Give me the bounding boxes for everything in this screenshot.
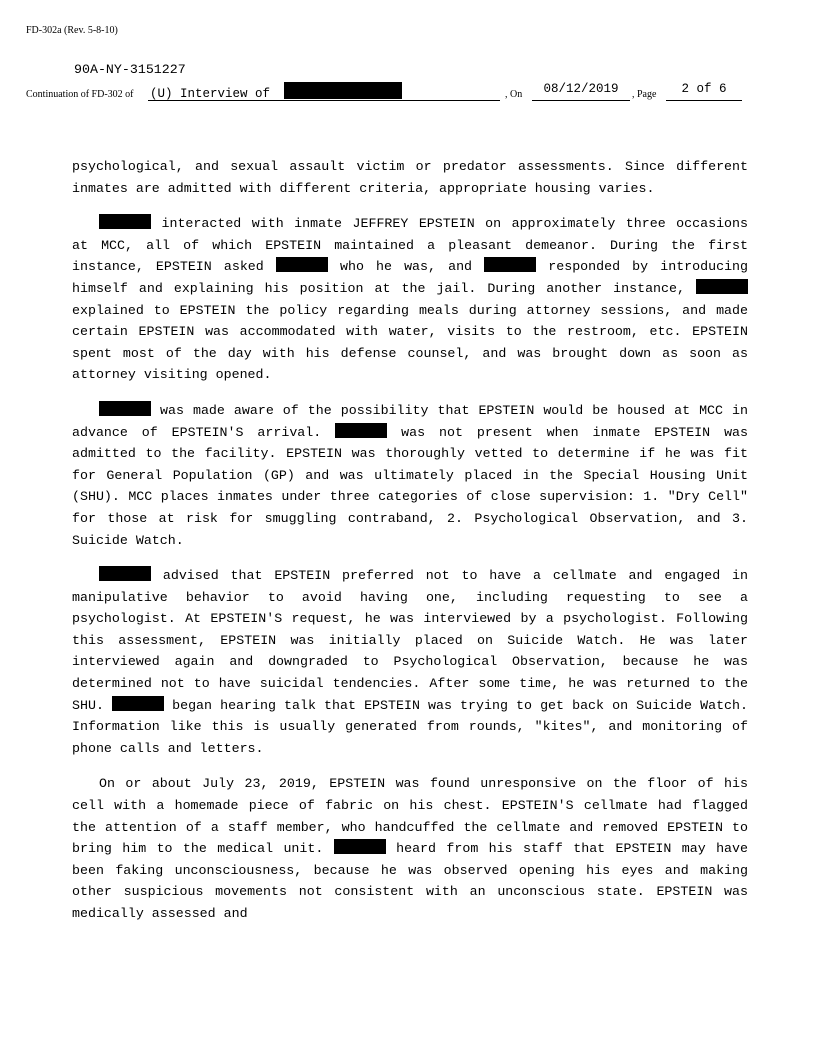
- page-label: , Page: [632, 89, 657, 100]
- p4-part-b: began hearing talk that EPSTEIN was trying to get back on Suicide Watch. Information like this is usually generated from rounds, "kites", and monitoring of phone calls and letters.: [72, 697, 748, 756]
- paragraph-4: [72, 565, 748, 759]
- redaction-block: [334, 839, 386, 854]
- paragraph-1: psychological, and sexual assault victim or predator assessments. Since different inmates are admitted with different criteria, appropriate housing varies.: [72, 159, 748, 196]
- paragraph-2: [72, 213, 748, 386]
- p2-part-d: explained to EPSTEIN the policy regarding meals during attorney sessions, and made certain EPSTEIN was accommodated with water, visits to the restroom, etc. EPSTEIN spent most of the day with his defense counsel, and was brought down as soon as attorney visiting opened.: [72, 302, 748, 383]
- p3-part-b: was not present when inmate EPSTEIN was admitted to the facility. EPSTEIN was thoroughly vetted to determine if he was fit for General Population (GP) and was ultimately placed in the Special Housing Unit (SHU). MCC places inmates under three categories of close supervision: 1. "Dry Cell" for those at risk for smuggling contraband, 2. Psychological Observation, and 3. Suicide Watch.: [72, 424, 749, 548]
- redaction-block: [99, 566, 151, 581]
- p5-part-b: heard from his staff that EPSTEIN may have been faking unconsciousness, because he was observed opening his eyes and making other suspicious movements not consistent with an unconscious state. EPSTEIN was medically assessed and: [72, 841, 748, 921]
- redaction-block: [696, 279, 748, 294]
- file-number: 90A-NY-3151227: [74, 62, 186, 77]
- form-id: FD-302a (Rev. 5-8-10): [26, 25, 118, 36]
- paragraph-5: [72, 773, 748, 924]
- subject-field: [148, 82, 500, 101]
- p2-part-a: interacted with inmate JEFFREY EPSTEIN on approximately three occasions at MCC, all of which EPSTEIN maintained a pleasant demeanor. During the first instance, EPSTEIN asked: [72, 216, 748, 275]
- page-number-field: 2 of 6: [666, 82, 742, 101]
- p3-part-a: was made aware of the possibility that EPSTEIN would be housed at MCC in advance of EPSTEIN'S arrival.: [72, 402, 748, 440]
- paragraph-3: [72, 400, 748, 551]
- p5-part-a: On or about July 23, 2019, EPSTEIN was found unresponsive on the floor of his cell with a homemade piece of fabric on his chest. EPSTEIN'S cellmate had flagged the attention of a staff member, who handcuffed the cellmate and removed EPSTEIN to bring him to the medical unit.: [72, 776, 748, 857]
- date-field: 08/12/2019: [532, 82, 630, 101]
- p4-part-a: advised that EPSTEIN preferred not to have a cellmate and engaged in manipulative behavior to avoid having one, including requesting to see a psychologist. At EPSTEIN'S request, he was interviewed by a psychologist. Following this assessment, EPSTEIN was initially placed on Suicide Watch. He was later interviewed again and downgraded to Psychological Observation, because he was determined not to have suicidal tendencies. After some time, he was returned to the SHU.: [72, 568, 748, 713]
- p2-part-b: who he was, and: [339, 259, 473, 275]
- redaction-block: [99, 214, 151, 229]
- continuation-line: [26, 82, 786, 104]
- redaction-block: [484, 257, 536, 272]
- body-text: [72, 156, 748, 939]
- on-label: , On: [505, 89, 523, 100]
- redaction-block: [99, 401, 151, 416]
- redaction-block: [112, 696, 164, 711]
- p2-part-c: responded by introducing himself and explaining his position at the jail. During another instance,: [72, 259, 749, 296]
- redaction-block: [335, 423, 387, 438]
- subject-prefix: (U) Interview of: [150, 87, 271, 101]
- redaction-block: [276, 257, 328, 272]
- redaction-block: [284, 82, 402, 99]
- continuation-label: Continuation of FD-302 of: [26, 89, 134, 100]
